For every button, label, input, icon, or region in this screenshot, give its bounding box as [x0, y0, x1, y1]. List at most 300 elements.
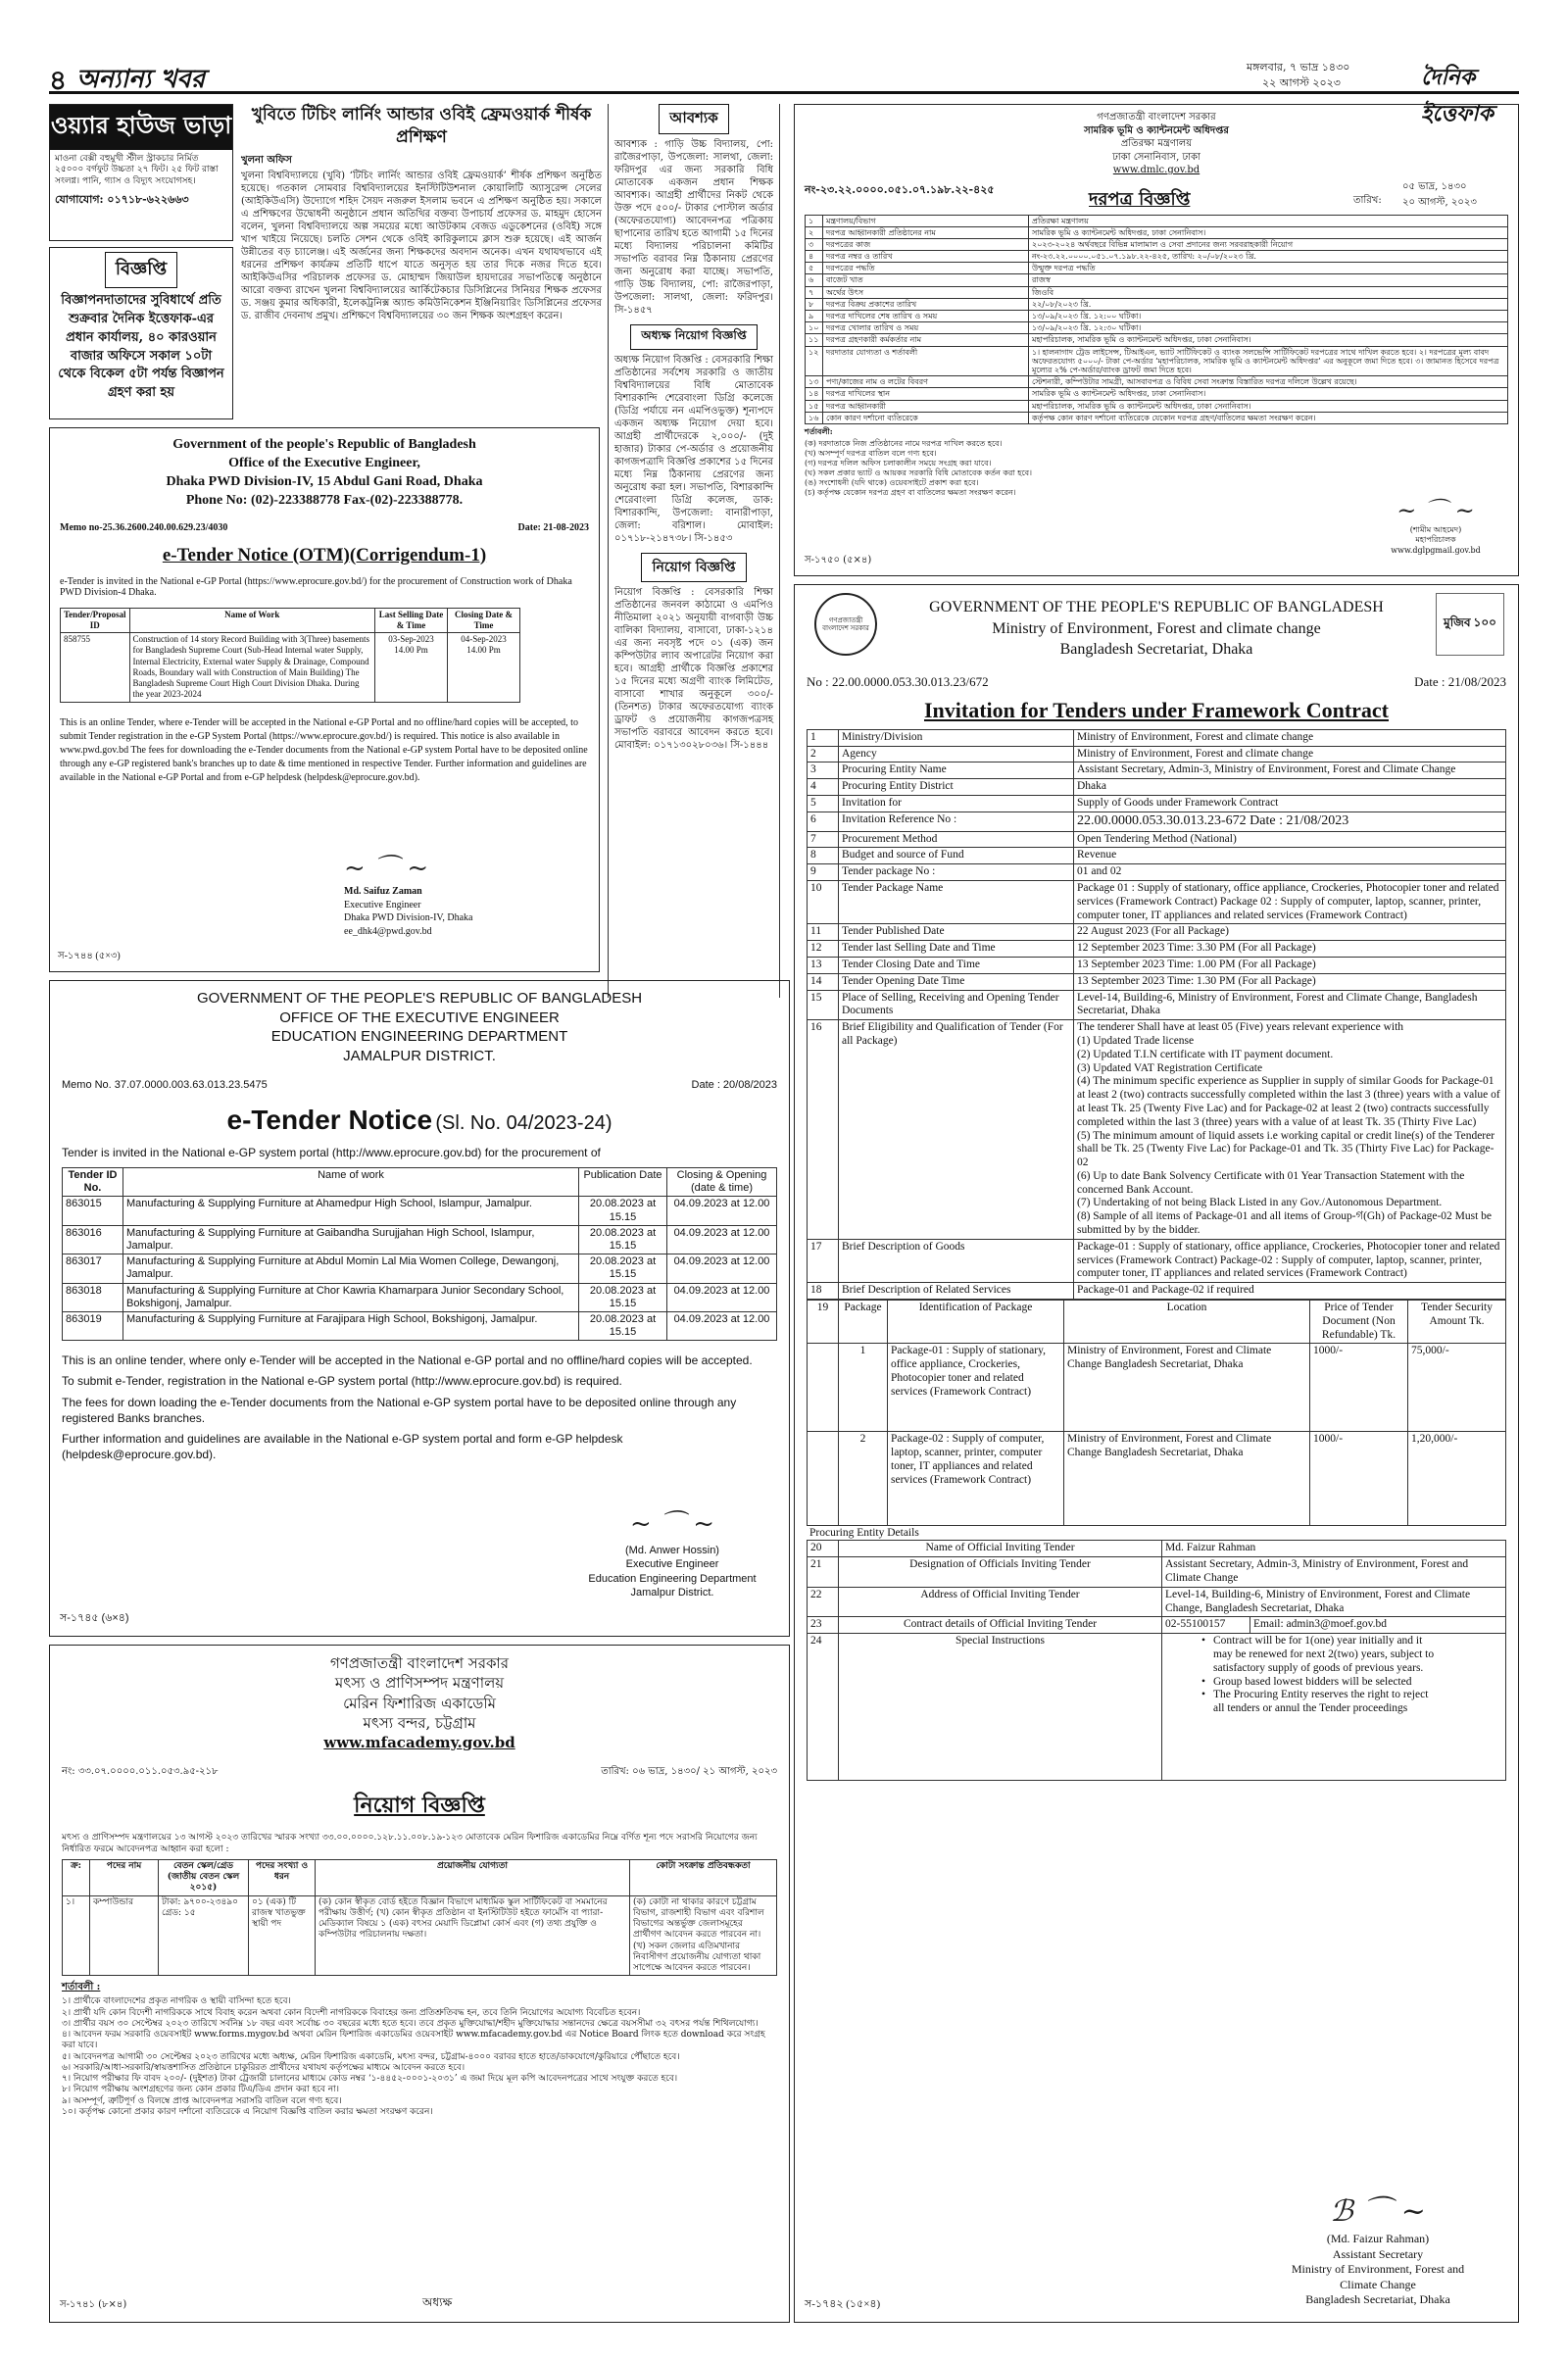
moef-pe-details: Procuring Entity Details [809, 1527, 919, 1540]
table-row [808, 848, 1506, 864]
gov-seal [814, 593, 877, 656]
eed-memo: Memo No. 37.07.0000.003.63.013.23.5475 [62, 1079, 268, 1091]
eed-td-close: 04.09.2023 at 12.00 [667, 1225, 777, 1254]
eed-td-id: 863019 [63, 1311, 123, 1340]
moef-pk-th-price: Price of Tender Document (Non Refundable) Tk. [1310, 1301, 1408, 1344]
moef-pk-td-ident: Package-01 : Supply of stationary, office appliance, Crockeries, Photocopier toner and related services (Framework Contract) [888, 1344, 1064, 1432]
article-byline: খুলনা অফিস [241, 154, 292, 166]
seal-text: গণপ্রজাতন্ত্রী বাংলাদেশ সরকার [822, 615, 869, 632]
moef-sig-org-1: Ministry of Environment, Forest and [1291, 2262, 1465, 2277]
eed-td-work: Manufacturing & Supplying Furniture at Gaibandha Surujjahan High School, Islampur, Jamalpur. [123, 1225, 579, 1254]
list-item: • Group based lowest bidders will be selected [1201, 1676, 1437, 1690]
adhyaksha-body: অধ্যক্ষ নিয়োগ বিজ্ঞপ্তি : বেসরকারি শিক্ষা প্রতিষ্ঠানের সর্বশেষ সরকারি ও জাতীয় বিশ্ববিদ্যালয়ের বিধি মোতাবেক বিশারকান্দি শেরেবাংলা ডিগ্রি কলেজে (ডিগ্রি পর্যায়ে নন এমপিওভুক্ত) শূন্যপদে একজন অধ্যক্ষ নিয়োগ দেয়া হবে। আগ্রহী প্রার্থীদেরকে ২,০০০/- (দুই হাজার) টাকার পে-অর্ডার ও প্রয়োজনীয় কাগজপত্রাদি বিজ্ঞপ্তি প্রকাশের ১৫ দিনের মধ্যে নিম্ন ঠিকানায় প্রেরণের জন্য অনুরোধ করা হল। সভাপতি, বিশারকান্দি শেরেবাংলা ডিগ্রি কলেজ, ডাক: বিশারকান্দি, উপজেলা: বানারীপাড়া, জেলা: বরিশাল। মোবাইল: ০১৭১৮-২১৪৭৩৮। সি-১৪৫৩ [614, 355, 773, 544]
eed-td-pub: 20.08.2023 at 15.15 [579, 1254, 667, 1283]
pwd-th-work: Name of Work [129, 608, 374, 633]
moef-td-value: 22.00.0000.053.30.013.23-672 Date : 21/08/2023 [1074, 812, 1506, 831]
table-row [808, 957, 1506, 973]
aboshyok-title: আবশ্যক [659, 104, 729, 134]
mfa-website: www.mfacademy.gov.bd [323, 1734, 515, 1751]
moef-td-sl: 11 [808, 924, 839, 941]
eed-sig-org-1: Education Engineering Department [588, 1572, 757, 1585]
table-row [808, 1541, 1506, 1557]
moef-sig-org-3: Bangladesh Secretariat, Dhaka [1305, 2292, 1450, 2307]
table-row [806, 298, 1508, 310]
table-row [808, 864, 1506, 881]
dmlc-td-sl: ৫ [806, 263, 823, 274]
warehouse-ad [49, 104, 233, 241]
dmlc-date-2: ২০ আগস্ট, ২০২৩ [1402, 196, 1477, 208]
table-row [806, 251, 1508, 263]
dmlc-td-label: দরপত্রের কাজ [823, 238, 1029, 250]
dmlc-td-label: অর্থের উৎস [823, 286, 1029, 298]
office-notice-body: বিজ্ঞাপনদাতাদের সুবিধার্থে প্রতি শুক্রবার দৈনিক ইত্তেফাক-এর প্রধান কার্যালয়, ৪০ কারওয়ান বাজার অফিসে সকাল ১০টা থেকে বিকেল ৫টা পর্যন্ত বিজ্ঞাপন গ্রহণ করা হয় [58, 293, 224, 401]
moef-td-phone: 02-55100157 [1162, 1617, 1250, 1634]
eed-code: স-১৭৪৫ (৬×৪) [60, 1612, 129, 1624]
moef-td-label: Name of Official Inviting Tender [839, 1541, 1162, 1557]
eed-date: Date : 20/08/2023 [691, 1079, 777, 1091]
moef-td-value: 12 September 2023 Time: 3.30 PM (For all Package) [1074, 941, 1506, 958]
mfa-table [62, 1859, 777, 1977]
dmlc-td-label: বাজেট খাত [823, 274, 1029, 286]
dmlc-td-label: দরপত্র আহ্বানকারী প্রতিষ্ঠানের নাম [823, 226, 1029, 238]
dmlc-td-sl: ১ [806, 215, 823, 226]
table-row [63, 1895, 777, 1976]
adhyaksha-title: অধ্যক্ষ নিয়োগ বিজ্ঞপ্তি [630, 324, 757, 350]
list-item: (4) The minimum specific experience as Supplier in supply of similar Goods for Package-01 at least 2 (two) contracts successfully completed within the last 3 (three) years with a value of at least Tk. 25 (Twenty Five Lac) and for Package-02 at least 2 (two) contracts successfully completed within the last 3 (three) years with a value of at least Tk. 35 (Thirty Five Lac) [1077, 1075, 1500, 1128]
eed-th-id: Tender ID No. [63, 1168, 123, 1197]
dmlc-td-label: দরপত্র নম্বর ও তারিখ [823, 251, 1029, 263]
list-item: (7) Undertaking of not being Black Listed in any Gov./Autonomous Department. [1077, 1197, 1443, 1209]
list-item: ১০। কর্তৃপক্ষ কোনো প্রকার কারণ দর্শানো ব্যতিরেকে এ নিয়োগ বিজ্ঞপ্তি বাতিল করার ক্ষমতা সংরক্ষণ করেন। [62, 2106, 433, 2117]
dmlc-td-sl: ১০ [806, 322, 823, 334]
moef-td-value: Package-01 and Package-02 if required [1074, 1283, 1506, 1300]
eed-sig-title: Executive Engineer [625, 1558, 719, 1571]
table-row [806, 274, 1508, 286]
moef-td-sl: 17 [808, 1239, 839, 1282]
khulna-article [241, 104, 602, 419]
table-row [806, 226, 1508, 238]
moef-td-value: Supply of Goods under Framework Contract [1074, 795, 1506, 812]
dmlc-td-value: ১। হালনাগাদ ট্রেড লাইসেন্স, টিআইএন, ভ্যাট সার্টিফিকেট ও ব্যাংক সলভেন্সি সার্টিফিকেট দরপত্রের সাথে দাখিল করতে হবে। ২। দরপত্রের মূল্য বাবদ অফেরতযোগ্য ৫০০০/- টাকা পে-অর্ডার ‘মহাপরিচালক, সামরিক ভূমি ও ক্যান্টনমেন্ট অধিদপ্তর’ এর অনুকূলে জমা দিতে হবে। ৩। জামানত হিসেবে দরপত্র মূল্যের ২% পে-অর্ডার/ব্যাংক ড্রাফট জমা দিতে হবে। [1029, 346, 1508, 376]
table-row [808, 973, 1506, 990]
table-row [808, 746, 1506, 762]
table-row [63, 1225, 777, 1254]
dmlc-line-4: ঢাকা সেনানিবাস, ঢাকা [1112, 151, 1200, 163]
eed-td-work: Manufacturing & Supplying Furniture at Chor Kawria Khamarpara Junior Secondary School, Bokshigonj, Jamalpur. [123, 1283, 579, 1311]
pwd-td-close: 04-Sep-2023 14.00 Pm [448, 633, 520, 703]
moef-td-label: Place of Selling, Receiving and Opening Tender Documents [839, 990, 1074, 1020]
list-item: (1) Updated Trade license [1077, 1034, 1195, 1047]
list-item: (ঘ) সকল প্রকার ভ্যাট ও আয়কর সরকারি বিধি মোতাবেক কর্তন করা হবে। [805, 467, 1032, 477]
eed-td-close: 04.09.2023 at 12.00 [667, 1283, 777, 1311]
table-row [808, 1634, 1506, 1781]
mfa-date: তারিখ: ০৬ ভাদ্র, ১৪৩০/ ২১ আগস্ট, ২০২৩ [601, 1766, 777, 1778]
dmlc-notes [805, 439, 1353, 498]
dmlc-td-label: দরপত্র দাখিলের স্থান [823, 388, 1029, 400]
dmlc-sig-name: (শামীম আহমেদ) [1409, 524, 1462, 534]
dmlc-sig-web: www.dglpgmail.gov.bd [1391, 545, 1481, 555]
list-item: (চ) কর্তৃপক্ষ যেকোন দরপত্র গ্রহণ বা বাতিলের ক্ষমতা সংরক্ষণ করেন। [805, 487, 1016, 497]
moef-td-sl: 18 [808, 1283, 839, 1300]
moef-td-sl: 8 [808, 848, 839, 864]
moef-td-label: Brief Eligibility and Qualification of Tender (For all Package) [839, 1020, 1074, 1240]
dmlc-td-value: ২০২৩-২০২৪ অর্থবছরে বিভিন্ন মালামাল ও সেবা প্রদানের জন্য সরবরাহকারী নিয়োগ [1029, 238, 1508, 250]
moef-pk-td-security: 1,20,000/- [1408, 1432, 1506, 1526]
dmlc-td-value: ১৩/০৯/২০২৩ খ্রি. ১২:৩০ ঘটিকা। [1029, 322, 1508, 334]
dmlc-td-label: দরপত্র দাখিলের শেষ তারিখ ও সময় [823, 311, 1029, 322]
moef-td-sl: 5 [808, 795, 839, 812]
table-row [808, 812, 1506, 831]
moef-table [807, 729, 1506, 1300]
moef-sig-title: Assistant Secretary [1332, 2246, 1424, 2261]
moef-td-value: Package-01 : Supply of stationary, office appliance, Crockeries, Photocopier toner and related services (Framework Contract) Package-02 : Supply of computer, laptop, scanner, printer, computer toner, IT appliances and related services (Framework Contract) [1074, 1239, 1506, 1282]
table-row [806, 215, 1508, 226]
moef-td-label: Designation of Officials Inviting Tender [839, 1557, 1162, 1588]
niyog-title: নিয়োগ বিজ্ঞপ্তি [641, 553, 746, 582]
mfa-conditions [62, 1996, 777, 2118]
table-row [808, 762, 1506, 779]
dmlc-td-value: সামরিক ভূমি ও ক্যান্টনমেন্ট অধিদপ্তর, ঢাকা সেনানিবাস। [1029, 388, 1508, 400]
eed-para-4: Further information and guidelines are available in the National e-GP system portal and form e-GP helpdesk (helpdesk@eprocure.gov.bd). [62, 1432, 623, 1462]
table-row [808, 831, 1506, 848]
pwd-th-close: Closing Date & Time [448, 608, 520, 633]
moef-td-label: Invitation Reference No : [839, 812, 1074, 831]
pwd-sig-email: ee_dhk4@pwd.gov.bd [344, 925, 432, 937]
pwd-sig-org: Dhaka PWD Division-IV, Dhaka [344, 912, 473, 923]
moef-pk-td-security: 75,000/- [1408, 1344, 1506, 1432]
moef-pk-td-location: Ministry of Environment, Forest and Climate Change Bangladesh Secretariat, Dhaka [1064, 1432, 1310, 1526]
moef-td-value: 13 September 2023 Time: 1.00 PM (For all Package) [1074, 957, 1506, 973]
mfa-td-sl: ১। [63, 1895, 90, 1976]
mfa-line-1: গণপ্রজাতন্ত্রী বাংলাদেশ সরকার [329, 1654, 510, 1672]
moef-code: স-১৭৪২ (১৫×৪) [805, 2298, 881, 2310]
pwd-intro: e-Tender is invited in the National e-GP Portal (https://www.eprocure.gov.bd/) for the procurement of Construction work of Dhaka PWD Division-4 Dhaka. [60, 575, 572, 598]
newspaper-logo: দৈনিক ইত্তেফাক [1421, 65, 1494, 126]
eed-td-pub: 20.08.2023 at 15.15 [579, 1197, 667, 1225]
eed-line-3: EDUCATION ENGINEERING DEPARTMENT [270, 1028, 568, 1045]
moef-sig-org-2: Climate Change [1340, 2277, 1416, 2291]
mfa-td-post: কম্পাউন্ডার [90, 1895, 159, 1976]
moef-td-sl: 1 [808, 729, 839, 746]
mfa-th-count: পদের সংখ্যা ও ধরন [249, 1859, 316, 1895]
pwd-code: স-১৭৪৪ (৫×৩) [58, 951, 121, 961]
list-item: (ঙ) সংশোধনী (যদি থাকে) ওয়েবসাইটে প্রকাশ করা হবে। [805, 477, 979, 487]
moef-td-label: Tender Package Name [839, 880, 1074, 923]
moef-td-value: Level-14, Building-6, Ministry of Environment, Forest and Climate Change, Bangladesh Secretariat, Dhaka [1162, 1587, 1506, 1617]
table-row [806, 311, 1508, 322]
eed-intro: Tender is invited in the National e-GP system portal (http://www.eprocure.gov.bd) for the procurement of [62, 1146, 601, 1159]
eed-td-close: 04.09.2023 at 12.00 [667, 1197, 777, 1225]
table-row [806, 412, 1508, 423]
list-item: (খ) অসম্পূর্ণ দরপত্র বাতিল বলে গণ্য হবে। [805, 448, 937, 458]
dmlc-tender-notice [794, 104, 1519, 576]
pwd-tender-notice [49, 427, 600, 972]
moef-td-value: Ministry of Environment, Forest and climate change [1074, 746, 1506, 762]
moef-td-sl: 7 [808, 831, 839, 848]
eed-sig-org-2: Jamalpur District. [630, 1586, 714, 1599]
eed-th-pub: Publication Date [579, 1168, 667, 1197]
moef-td-sl: 15 [808, 990, 839, 1020]
table-row [806, 286, 1508, 298]
table-row [808, 1617, 1506, 1634]
table-row [806, 400, 1508, 412]
dmlc-title: দরপত্র বিজ্ঞপ্তি [1089, 188, 1191, 210]
list-item: • The Procuring Entity reserves the right to reject all tenders or annul the Tender proceedings [1201, 1689, 1437, 1716]
list-item: (2) Updated T.I.N certificate with IT payment document. [1077, 1048, 1334, 1060]
pwd-td-id: 858755 [61, 633, 130, 703]
eed-td-pub: 20.08.2023 at 15.15 [579, 1283, 667, 1311]
moef-td-label: Budget and source of Fund [839, 848, 1074, 864]
eed-title: e-Tender Notice [226, 1105, 433, 1135]
moef-td-label: Brief Description of Goods [839, 1239, 1074, 1282]
mfa-td-scale: টাকা: ৯৭০০-২৩৪৯০ গ্রেড: ১৫ [159, 1895, 249, 1976]
dmlc-td-value: নং-২৩.২২.০০০০.০৫১.০৭.১৯৮.২২-৪২৫, তারিখ: ২০/০৮/২০২৩ খ্রি. [1029, 251, 1508, 263]
mfa-conditions-title: শর্তাবলী : [62, 1982, 101, 1993]
moef-pk-td-blank [808, 1344, 839, 1432]
table-row [808, 1432, 1506, 1526]
table-row [808, 990, 1506, 1020]
eed-td-close: 04.09.2023 at 12.00 [667, 1254, 777, 1283]
aboshyok-body: আবশ্যক : গাড়ি উচ্চ বিদ্যালয়, পো: রাজৈরপাড়া, উপজেলা: সালথা, জেলা: ফরিদপুর এর জন্য সরকারি বিধি মোতাবেক একজন প্রধান শিক্ষক আবশ্যক। আগ্রহী প্রার্থীদের নিকট থেকে উক্ত পদে ৫০০/- টাকার পোস্টাল অর্ডার (অফেরতযোগ্য) আবেদনপত্র পত্রিকায় ছাপানোর তারিখ হতে আগামী ১৫ দিনের মধ্যে বিদ্যালয় পরিচালনা কমিটির সভাপতি বরাবর নিম্ন ঠিকানায় প্রেরণের জন্য অনুরোধ করা যাচ্ছে। সভাপতি, গাড়ি উচ্চ বিদ্যালয়, পো: রাজৈরপাড়া, উপজেলা: সালথা, জেলা: ফরিদপুর। সি-১৪৫৭ [614, 139, 773, 316]
moef-date: Date : 21/08/2023 [1414, 673, 1506, 689]
table-row [808, 779, 1506, 796]
moef-pe-table [807, 1540, 1506, 1781]
header-date-1: মঙ্গলবার, ৭ ভাদ্র ১৪৩০ [1247, 61, 1350, 74]
mfa-td-qual: (ক) কোন স্বীকৃত বোর্ড হইতে বিজ্ঞান বিভাগে মাধ্যমিক স্কুল সার্টিফিকেট বা সমমানের পরীক্ষায় উত্তীর্ণ; (খ) কোন স্বীকৃত প্রতিষ্ঠান বা ইনস্টিটিউট হইতে ফার্মেসি বা প্যারা-মেডিক্যাল বিষয়ে ১ (এক) বৎসর মেয়াদি ডিপ্লোমা কোর্স এবং (গ) তথ্য প্রযুক্তি ও কম্পিউটার পরিচালনায় দক্ষতা। [316, 1895, 630, 1976]
moef-td-value: Package 01 : Supply of stationary, office appliance, Crockeries, Photocopier toner and related services (Framework Contract) Package 02 : Supply of computer, laptop, scanner, printer, computer toner, IT appliances and related services (Framework Contract) [1074, 880, 1506, 923]
dmlc-td-sl: ৬ [806, 274, 823, 286]
dmlc-td-sl: ৯ [806, 311, 823, 322]
pwd-gov: Government of the people's Republic of Bangladesh [172, 437, 476, 452]
pwd-phone: Phone No: (02)-223388778 Fax-(02)-223388778. [185, 492, 464, 508]
moef-package-table [807, 1300, 1506, 1526]
moef-td-value: Assistant Secretary, Admin-3, Ministry of Environment, Forest and Climate Change [1162, 1557, 1506, 1588]
warehouse-body: মাওনা বেক্সী বহুমুখী স্টীল স্ট্রাকচার নির্মিত ২৫০০০ বর্গফুট উচ্চতা ২৭ ফিট। ২৫ ফিট রাস্তা সংলগ্ন। পানি, গ্যাস ও বিদ্যুৎ সংযোগসহ। [55, 154, 219, 186]
dmlc-table [805, 215, 1508, 424]
table-row [808, 1283, 1506, 1300]
dmlc-line-3: প্রতিরক্ষা মন্ত্রণালয় [1120, 138, 1193, 149]
table-row [63, 1254, 777, 1283]
eed-th-work: Name of work [123, 1168, 579, 1197]
dmlc-signature: ~ ⌒ ~ [1396, 496, 1475, 524]
moef-pk-td-package: 1 [839, 1344, 888, 1432]
table-row [63, 1311, 777, 1340]
pwd-signature: ~ ⌒ ~ [344, 854, 429, 883]
dmlc-code: স-১৭৫০ (৫×৪) [805, 555, 872, 566]
list-item: ৮। নিয়োগ পরীক্ষায় অংশগ্রহণের জন্য কোন প্রকার টিএ/ডিএ প্রদান করা হবে না। [62, 2085, 339, 2095]
eed-th-close: Closing & Opening (date & time) [667, 1168, 777, 1197]
list-item: (8) Sample of all items of Package-01 and all items of Group-গ(Gh) of Package-02 Must be submitted by by the bidder. [1077, 1210, 1493, 1237]
table-row [808, 1557, 1506, 1588]
dmlc-td-value: প্রতিরক্ষা মন্ত্রণালয় [1029, 215, 1508, 226]
mfa-recruitment-notice [49, 1645, 790, 2323]
dmlc-td-sl: ২ [806, 226, 823, 238]
dmlc-td-value: স্টেশনারী, কম্পিউটার সামগ্রী, আসবাবপত্র ও বিবিধ সেবা সংক্রান্ত বিস্তারিত দরপত্র দলিলে উল্লেখ রয়েছে। [1029, 376, 1508, 388]
eed-tender-notice [49, 980, 790, 1637]
moef-td-email: Email: admin3@moef.gov.bd [1250, 1617, 1506, 1634]
moef-td-value: Open Tendering Method (National) [1074, 831, 1506, 848]
list-item: ৩। প্রার্থীর বয়স ৩০ সেপ্টেম্বর ২০২৩ তারিখে সর্বনিম্ন ১৮ বছর এবং সর্বোচ্চ ৩০ বছরের মধ্যে হতে হবে। তবে প্রকৃত মুক্তিযোদ্ধা/শহীদ মুক্তিযোদ্ধার সন্তানদের ক্ষেত্রে বয়সসীমা ৩২ বৎসর পর্যন্ত শিথিলযোগ্য। [62, 2018, 759, 2029]
mujib-badge [1436, 593, 1504, 656]
moef-td-value: 13 September 2023 Time: 1.30 PM (For all Package) [1074, 973, 1506, 990]
eed-td-pub: 20.08.2023 at 15.15 [579, 1311, 667, 1340]
moef-td-sl: 22 [808, 1587, 839, 1617]
dmlc-td-sl: ১৪ [806, 388, 823, 400]
dmlc-td-label: কোন কারণ দর্শানো ব্যতিরেকে [823, 412, 1029, 423]
moef-td-sl: 21 [808, 1557, 839, 1588]
moef-pk-th-package: Package [839, 1301, 888, 1344]
table-row [806, 346, 1508, 376]
moef-td-sl: 4 [808, 779, 839, 796]
dmlc-td-label: দরদাতার যোগ্যতা ও শর্তাবলী [823, 346, 1029, 376]
page-number: ৪ [49, 64, 68, 96]
dmlc-td-sl: ৭ [806, 286, 823, 298]
moef-td-value: 22 August 2023 (For all Package) [1074, 924, 1506, 941]
moef-td-label: Tender Closing Date and Time [839, 957, 1074, 973]
moef-td-sl: 16 [808, 1020, 839, 1240]
dmlc-date-label: তারিখ: [1353, 194, 1382, 206]
list-item: • Contract will be for 1(one) year initially and it may be renewed for next 2(two) years, subject to satisfactory supply of goods of previous years. [1201, 1635, 1437, 1675]
mfa-title: নিয়োগ বিজ্ঞপ্তি [354, 1793, 485, 1819]
moef-pk-th-security: Tender Security Amount Tk. [1408, 1301, 1506, 1344]
moef-pk-td-package: 2 [839, 1432, 888, 1526]
moef-special-instructions [1201, 1635, 1437, 1716]
eed-signature: ~ ⌒ ~ [629, 1509, 715, 1539]
moef-td-label: Procuring Entity District [839, 779, 1074, 796]
moef-td-sl: 3 [808, 762, 839, 779]
article-body: খুলনা বিশ্ববিদ্যালয়ে (খুবি) ‘টিচিং লার্নিং আন্ডার ওবিই ফ্রেমওয়ার্ক’ শীর্ষক প্রশিক্ষণ অনুষ্ঠিত হয়েছে। গতকাল সোমবার বিশ্ববিদ্যালয়ের ইনস্টিটিউশনাল কোয়ালিটি অ্যাসুরেন্স সেলের (আইকিউএসি) উদ্যোগে শহিদ সৈয়দ নজরুল ইসলাম ভবনে এ প্রশিক্ষণ অনুষ্ঠিত হয়। সকালে এ প্রশিক্ষণের উদ্বোধনী অনুষ্ঠানে প্রধান অতিথির বক্তব্য উপাচার্য প্রফেসর ড. মাহমুদ হোসেন বলেন, খুলনা বিশ্ববিদ্যালয়ে অল্প সময়ের মধ্যে আউটকাম বেজড এডুকেশনের (ওবিই) সঙ্গে খাপ খাইয়ে নিয়েছে। চলতি সেশন থেকে ওবিই কারিকুলামে ক্লাস শুরু হয়েছে। এই আর্জন উন্নীতের বড় চ্যালেঞ্জ। এই অর্জনের জন্য শিক্ষকদের অবদান অনেক। এখন যথাযথভাবে এই ধরনের প্রশিক্ষণ কার্যক্রম প্রতিটি ধাপে যাতে অনুসৃত হয় তার দিকে নজর দিতে হবে। আইকিউএসির পরিচালক প্রফেসর ড. মোহাম্মদ জিয়াউল হায়দারের সভাপতিত্বে অনুষ্ঠানে আরো বক্তব্য রাখেন খুলনা বিশ্ববিদ্যালয়ের আর্কিটেকচার ডিসিপ্লিনের সিনিয়র শিক্ষক প্রফেসর ড. সঞ্জয় কুমার অধিকারী, ইলেকট্রনিক্স অ্যান্ড কমিউনিকেশন ইঞ্জিনিয়ারিং ডিসিপ্লিনের প্রফেসর ড. রাজীব দেবনাথ প্রমুখ। প্রশিক্ষণে বিশ্ববিদ্যালয়ের ৩০ জন শিক্ষক অংশগ্রহণ করেন। [241, 170, 602, 321]
dmlc-td-sl: ১৫ [806, 400, 823, 412]
mfa-line-2: মৎস্য ও প্রাণিসম্পদ মন্ত্রণালয় [334, 1674, 505, 1693]
table-row [808, 880, 1506, 923]
dmlc-notes-title: শর্তাবলী: [805, 425, 833, 436]
moef-pk-td-price: 1000/- [1310, 1344, 1408, 1432]
table-row [806, 334, 1508, 346]
moef-td-label: Tender package No : [839, 864, 1074, 881]
moef-td-label: Tender Opening Date Time [839, 973, 1074, 990]
moef-ref-no: No : 22.00.0000.053.30.013.23/672 [807, 673, 989, 689]
moef-td-sl: 23 [808, 1617, 839, 1634]
eed-para-1: This is an online tender, where only e-Tender will be accepted in the National e-GP portal and no offline/hard copies will be accepted. [62, 1353, 753, 1368]
dmlc-td-label: পণ্য/কাজের নাম ও লটের বিবরণ [823, 376, 1029, 388]
moef-td-sl: 2 [808, 746, 839, 762]
moef-eligibility [1074, 1020, 1506, 1240]
table-row [806, 322, 1508, 334]
moef-td-label: Contract details of Official Inviting Tender [839, 1617, 1162, 1634]
pwd-memo: Memo no-25.36.2600.240.00.629.23/4030 [60, 521, 228, 533]
table-row [808, 924, 1506, 941]
dmlc-website: www.dmlc.gov.bd [1112, 165, 1200, 175]
list-item: (3) Updated VAT Registration Certificate [1077, 1061, 1263, 1074]
dmlc-td-sl: ১৩ [806, 376, 823, 388]
dmlc-date-1: ০৫ ভাদ্র, ১৪৩০ [1402, 180, 1467, 192]
moef-td-value: Level-14, Building-6, Ministry of Environment, Forest and Climate Change, Bangladesh Secretariat, Dhaka [1074, 990, 1506, 1020]
pwd-title: e-Tender Notice (OTM)(Corrigendum-1) [162, 544, 487, 566]
moef-td-label: Address of Official Inviting Tender [839, 1587, 1162, 1617]
moef-signature: ℬ ⌒ ~ [1330, 2194, 1426, 2229]
moef-td-label: Procuring Entity Name [839, 762, 1074, 779]
list-item: ১। প্রার্থীকে বাংলাদেশের প্রকৃত নাগরিক ও স্থায়ী বাসিন্দা হতে হবে। [62, 1996, 291, 2007]
office-notice-box [49, 247, 233, 419]
list-item: ৭। নিয়োগ পরীক্ষার ফি বাবদ ২০০/- (দুইশত) টাকা ট্রেজারী চালানের মাধ্যমে কোড নম্বর ‘১-৪৪৫২-০০০১-২০৩১’ এ জমা দিয়ে মূল কপি আবেদনপত্রের সাথে সংযুক্ত করতে হবে। [62, 2074, 678, 2084]
moef-pk-th-ident: Identification of Package [888, 1301, 1064, 1344]
mfa-th-scale: বেতন স্কেল/গ্রেড (জাতীয় বেতন স্কেল ২০১৫) [159, 1859, 249, 1895]
dmlc-sig-title: মহাপরিচালক [1415, 535, 1456, 545]
moef-pk-td-location: Ministry of Environment, Forest and Climate Change Bangladesh Secretariat, Dhaka [1064, 1344, 1310, 1432]
list-item: ৫। আবেদনপত্র আগামী ৩০ সেপ্টেম্বর ২০২৩ তারিখের মধ্যে অধ্যক্ষ, মেরিন ফিশারিজ একাডেমি, মৎস্য বন্দর, চট্টগ্রাম-৪০০০ বরাবর হাতে হাতে/ডাকযোগে/কুরিয়ারে পৌঁছাতে হবে। [62, 2051, 680, 2062]
warehouse-phone: যোগাযোগ: ০১৭১৮-৬২২৬৬৩ [55, 192, 189, 206]
pwd-table [60, 608, 520, 703]
table-row [806, 388, 1508, 400]
warehouse-title: ওয়্যার হাউজ ভাড়া [50, 105, 232, 150]
mfa-line-3: মেরিন ফিশারিজ একাডেমি [343, 1694, 496, 1712]
pwd-sig-name: Md. Saifuz Zaman [344, 886, 422, 897]
list-item: ৪। আবেদন ফরম সরকারি ওয়েবসাইট www.forms.mygov.bd অথবা মেরিন ফিশারিজ একাডেমির ওয়েবসাইট www.mfacademy.gov.bd এর Notice Board লিংক হতে download করে সংগ্রহ করা যাবে। [62, 2030, 765, 2051]
dmlc-td-value: জিওবি [1029, 286, 1508, 298]
dmlc-td-sl: ১১ [806, 334, 823, 346]
dmlc-td-value: মহাপরিচালক, সামরিক ভূমি ও ক্যান্টনমেন্ট অধিদপ্তর, ঢাকা সেনানিবাস। [1029, 400, 1508, 412]
table-row [61, 633, 520, 703]
eed-td-id: 863018 [63, 1283, 123, 1311]
dmlc-td-label: দরপত্র গ্রহণকারী কর্মকর্তার নাম [823, 334, 1029, 346]
pwd-td-sell: 03-Sep-2023 14.00 Pm [375, 633, 448, 703]
moef-pk-td-blank [808, 1432, 839, 1526]
moef-td-sl: 10 [808, 880, 839, 923]
eed-line-1: GOVERNMENT OF THE PEOPLE'S REPUBLIC OF BANGLADESH [196, 990, 643, 1007]
table-row [808, 1344, 1506, 1432]
moef-td-sl: 20 [808, 1541, 839, 1557]
mfa-sign: অধ্যক্ষ [422, 2295, 453, 2309]
niyog-body: নিয়োগ বিজ্ঞপ্তি : বেসরকারি শিক্ষা প্রতিষ্ঠানের জনবল কাঠামো ও এমপিও নীতিমালা ২০২১ অনুযায়ী বাগবাড়ী উচ্চ বালিকা বিদ্যালয়, বাসাবো, ঢাকা-১২১৪ এর জন্য নবসৃষ্ট পদে ০১ (এক) জন কম্পিউটার ল্যাব অপারেটর নিয়োগ করা হবে। আগ্রহী প্রার্থীকে বিজ্ঞপ্তি প্রকাশের ১৫ দিনের মধ্যে অগ্রণী ব্যাংক লিমিটেড, বাসাবো শাখার অনুকূলে ৩০০/- (তিনশত) টাকার অফেরতযোগ্য ব্যাংক ড্রাফট ও প্রয়োজনীয় কাগজপত্রসহ সভাপতি বরাবরে আবেদন করতে হবে। মোবাইল: ০১৭১৩০২৮০৩৬। সি-১৪৪৪ [614, 587, 773, 751]
table-row [63, 1197, 777, 1225]
list-item: ৯। অসম্পূর্ণ, ত্রুটিপূর্ণ ও বিলম্বে প্রাপ্ত আবেদনপত্র সরাসরি বাতিল বলে গণ্য হবে। [62, 2095, 342, 2106]
pwd-address: Dhaka PWD Division-IV, 15 Abdul Gani Road, Dhaka [166, 473, 483, 489]
dmlc-td-value: রাজস্ব [1029, 274, 1508, 286]
pwd-th-id: Tender/Proposal ID [61, 608, 130, 633]
eed-serial: (Sl. No. 04/2023-24) [435, 1112, 612, 1134]
pwd-th-sell: Last Selling Date & Time [375, 608, 448, 633]
list-item: ৬। সরকারি/আধা-সরকারি/স্বায়ত্তশাসিত প্রতিষ্ঠানে চাকুরিরত প্রার্থীদের যথাযথ কর্তৃপক্ষের মাধ্যমে আবেদন করতে হবে। [62, 2062, 466, 2073]
pwd-sig-title: Executive Engineer [344, 899, 421, 910]
pwd-office: Office of the Executive Engineer, [228, 455, 420, 470]
moef-title: Invitation for Tenders under Framework Contract [923, 697, 1389, 722]
moef-td-sl: 24 [808, 1634, 839, 1781]
moef-td-label: Invitation for [839, 795, 1074, 812]
mujib-badge-text: মুজিব ১০০ [1444, 615, 1496, 629]
dmlc-memo: নং-২৩.২২.০০০০.০৫১.০৭.১৯৮.২২-৪২৫ [805, 182, 995, 196]
classifieds-column [608, 104, 780, 998]
moef-td-sl: 13 [808, 957, 839, 973]
mfa-intro: মৎস্য ও প্রাণিসম্পদ মন্ত্রণালয়ের ১৩ আগস্ট ২০২৩ তারিখের স্মারক সংখ্যা ৩৩.০০.০০০০.১২৮.১১.০০৮.১৯-১২৩ মোতাবেক মেরিন ফিশারিজ একাডেমির নিম্নে বর্ণিত শূন্য পদে সরাসরি নিয়োগের জন্য নির্ধারিত ফরমে আবেদনপত্র আহ্বান করা হলো : [62, 1833, 758, 1854]
eed-td-pub: 20.08.2023 at 15.15 [579, 1225, 667, 1254]
moef-td-value: Ministry of Environment, Forest and climate change [1074, 729, 1506, 746]
dmlc-line-1: গণপ্রজাতন্ত্রী বাংলাদেশ সরকার [1097, 112, 1216, 123]
dmlc-td-label: দরপত্রের পদ্ধতি [823, 263, 1029, 274]
dmlc-td-value: সামরিক ভূমি ও ক্যান্টনমেন্ট অধিদপ্তর, ঢাকা সেনানিবাস। [1029, 226, 1508, 238]
dmlc-td-label: মন্ত্রণালয়/বিভাগ [823, 215, 1029, 226]
eed-sig-name: (Md. Anwer Hossin) [625, 1545, 719, 1556]
pwd-footer: This is an online Tender, where e-Tender will be accepted in the National e-GP Portal and no offline/hard copies will be accepted, to submit Tender registration in the e-GP System Portal (https://www.eprocure.gov.bd/) is required. This notice is also available in www.pwd.gov.bd The fees for downloading the e-Tender documents from the National e-GP system Portal have to be deposited online through any e-GP registered bank's branches up to date & time mentioned in respective Tender. Further information and guidelines are available in the National e-GP Portal and from e-GP helpdesk (helpdesk@eprocure.gov.bd). [60, 716, 588, 783]
list-item: (গ) দরপত্র দলিল অফিস চলাকালীন সময়ে সংগ্রহ করা যাবে। [805, 458, 992, 467]
table-row [806, 238, 1508, 250]
dmlc-td-sl: ৪ [806, 251, 823, 263]
moef-td-sl: 19 [808, 1301, 839, 1344]
dmlc-td-value: উন্মুক্ত দরপত্র পদ্ধতি [1029, 263, 1508, 274]
dmlc-td-value: মহাপরিচালক, সামরিক ভূমি ও ক্যান্টনমেন্ট অধিদপ্তর, ঢাকা সেনানিবাস। [1029, 334, 1508, 346]
eed-line-4: JAMALPUR DISTRICT. [343, 1047, 496, 1064]
moef-sig-name: (Md. Faizur Rahman) [1326, 2232, 1430, 2245]
list-item: (5) The minimum amount of liquid assets i.e working capital or credit line(s) of the Tenderer shall be Tk. 25 (Twenty Five Lac) for Package-01 and Tk. 35 (Thirty Five Lac) for Package-02 [1077, 1129, 1495, 1169]
